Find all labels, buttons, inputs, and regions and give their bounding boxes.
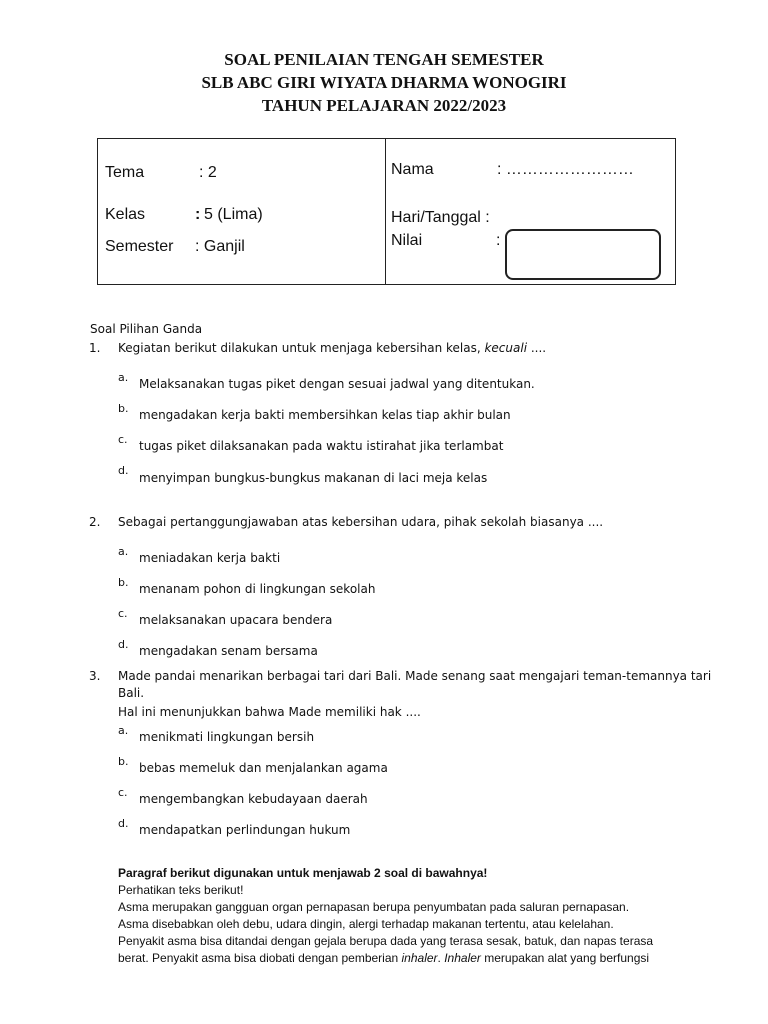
info-box-divider	[385, 139, 386, 284]
kelas-value: 5 (Lima)	[204, 206, 263, 223]
question-text-line: Bali.	[118, 686, 145, 700]
option-letter: d.	[118, 464, 129, 477]
nilai-colon: :	[496, 232, 501, 249]
option-letter: c.	[118, 786, 128, 799]
option-letter: a.	[118, 371, 129, 384]
option-text: tugas piket dilaksanakan pada waktu istirahat jika terlambat	[139, 439, 504, 453]
option-text: melaksanakan upacara bendera	[139, 613, 333, 627]
option-text: mengembangkan kebudayaan daerah	[139, 792, 368, 806]
option-text: mengadakan senam bersama	[139, 644, 318, 658]
header-school: SLB ABC GIRI WIYATA DHARMA WONOGIRI	[201, 73, 567, 92]
option-letter: b.	[118, 755, 129, 768]
kelas-colon: :	[195, 206, 201, 223]
paragraph-line: Asma merupakan gangguan organ pernapasan berupa penyumbatan pada saluran pernapasan.	[118, 900, 630, 914]
paragraph-line: Asma disebabkan oleh debu, udara dingin, alergi terhadap makanan tertentu, atau kelelahan.	[118, 917, 614, 931]
option-letter: c.	[118, 607, 128, 620]
question-number: 3.	[89, 669, 101, 683]
option-text: menanam pohon di lingkungan sekolah	[139, 582, 376, 596]
tema-label: Tema	[105, 164, 145, 181]
kelas-label: Kelas	[105, 206, 146, 223]
header-title: SOAL PENILAIAN TENGAH SEMESTER	[224, 50, 544, 69]
question-text: Sebagai pertanggungjawaban atas kebersihan udara, pihak sekolah biasanya ....	[118, 515, 604, 529]
nilai-score-box	[505, 229, 661, 280]
header-year: TAHUN PELAJARAN 2022/2023	[261, 96, 507, 115]
option-letter: b.	[118, 576, 129, 589]
question-text-line: Hal ini menunjukkan bahwa Made memiliki hak ....	[118, 705, 421, 719]
option-text: menikmati lingkungan bersih	[139, 730, 315, 744]
option-text: menyimpan bungkus-bungkus makanan di laci meja kelas	[139, 471, 488, 485]
exam-header	[0, 48, 768, 117]
question-text-line: Made pandai menarikan berbagai tari dari Bali. Made senang saat mengajari teman-temannya tari	[118, 669, 712, 683]
option-letter: d.	[118, 817, 129, 830]
semester-label: Semester	[105, 238, 174, 255]
section-title: Soal Pilihan Ganda	[90, 322, 203, 336]
option-text: meniadakan kerja bakti	[139, 551, 281, 565]
tema-value: : 2	[199, 164, 217, 181]
option-letter: a.	[118, 545, 129, 558]
nilai-label: Nilai	[391, 232, 423, 249]
paragraph-line: berat. Penyakit asma bisa diobati dengan pemberian inhaler. Inhaler merupakan alat yang berfungsi	[118, 951, 650, 965]
option-text: mendapatkan perlindungan hukum	[139, 823, 351, 837]
info-box	[97, 138, 676, 285]
nama-field: : ……………………	[497, 161, 634, 178]
option-letter: a.	[118, 724, 129, 737]
option-text: Melaksanakan tugas piket dengan sesuai jadwal yang ditentukan.	[139, 377, 535, 391]
nama-label: Nama	[391, 161, 434, 178]
paragraph-line: Perhatikan teks berikut!	[118, 883, 244, 897]
question-number: 1.	[89, 341, 101, 355]
hari-tanggal-label: Hari/Tanggal :	[391, 209, 490, 226]
option-letter: b.	[118, 402, 129, 415]
question-text: Kegiatan berikut dilakukan untuk menjaga kebersihan kelas, kecuali ....	[118, 341, 547, 355]
option-letter: d.	[118, 638, 129, 651]
paragraph-heading: Paragraf berikut digunakan untuk menjawab 2 soal di bawahnya!	[118, 866, 488, 880]
semester-value: : Ganjil	[195, 238, 245, 255]
question-number: 2.	[89, 515, 101, 529]
paragraph-line: Penyakit asma bisa ditandai dengan gejala berupa dada yang terasa sesak, batuk, dan napas terasa	[118, 934, 654, 948]
reading-paragraph	[118, 865, 688, 967]
option-text: bebas memeluk dan menjalankan agama	[139, 761, 388, 775]
option-text: mengadakan kerja bakti membersihkan kelas tiap akhir bulan	[139, 408, 511, 422]
option-letter: c.	[118, 433, 128, 446]
